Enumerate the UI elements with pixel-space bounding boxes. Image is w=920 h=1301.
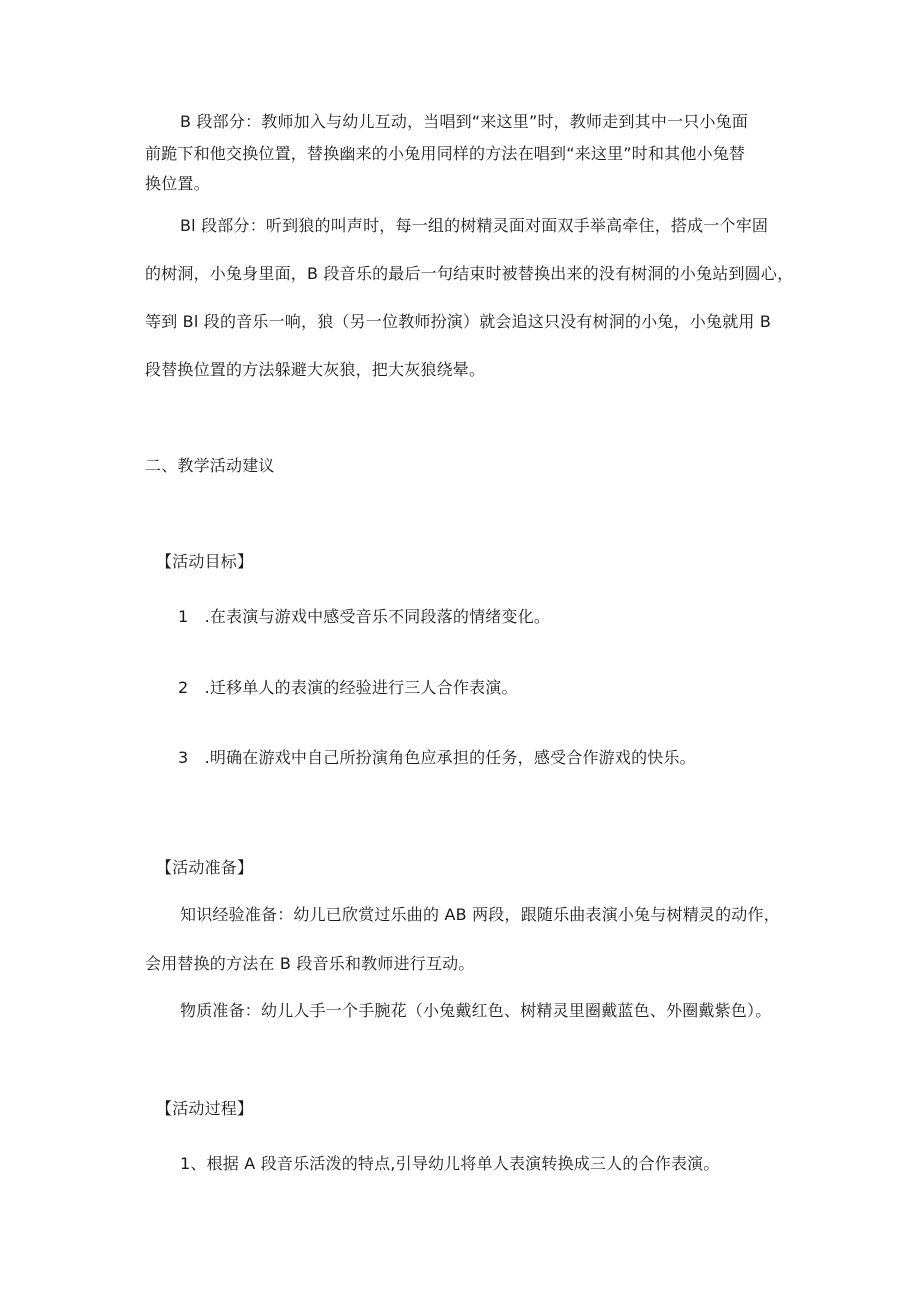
- preparation-heading: 【活动准备】: [156, 858, 254, 877]
- section-b1-line-1: Bl 段部分：听到狼的叫声时，每一组的树精灵面对面双手举高牵住，搭成一个牢固: [180, 216, 769, 235]
- goal-item-2: 2 .迁移单人的表演的经验进行三人合作表演。: [178, 678, 518, 697]
- section-heading-two: 二、教学活动建议: [145, 456, 275, 475]
- section-b-line-2: 前跪下和他交换位置，替换幽来的小兔用同样的方法在唱到“来这里”时和其他小兔替: [145, 144, 746, 163]
- process-heading: 【活动过程】: [156, 1099, 254, 1118]
- material-prep: 物质准备：幼儿人手一个手腕花（小兔戴红色、树精灵里圈戴蓝色、外圈戴紫色）。: [180, 1001, 772, 1020]
- knowledge-prep-line-2: 会用替换的方法在 B 段音乐和教师进行互动。: [145, 954, 475, 973]
- section-b1-line-4: 段替换位置的方法躲避大灰狼，把大灰狼绕晕。: [145, 360, 486, 379]
- knowledge-prep-line-1: 知识经验准备：幼儿已欣赏过乐曲的 AB 两段，跟随乐曲表演小兔与树精灵的动作，: [180, 905, 780, 924]
- goals-heading: 【活动目标】: [156, 552, 254, 571]
- goal-item-3: 3 .明确在游戏中自己所扮演角色应承担的任务，感受合作游戏的快乐。: [178, 748, 696, 767]
- section-b1-line-2: 的树洞，小兔身里面，B 段音乐的最后一句结束时被替换出来的没有树洞的小兔站到圆心，: [145, 264, 794, 283]
- goal-item-1: 1 .在表演与游戏中感受音乐不同段落的情绪变化。: [178, 607, 551, 626]
- section-b-line-3: 换位置。: [145, 174, 210, 193]
- process-step-1: 1、根据 A 段音乐活泼的特点,引导幼儿将单人表演转换成三人的合作表演。: [180, 1154, 720, 1173]
- section-b-line-1: B 段部分：教师加入与幼儿互动，当唱到“来这里”时，教师走到其中一只小兔面: [180, 112, 749, 131]
- section-b1-line-3: 等到 Bl 段的音乐一响，狼（另一位教师扮演）就会追这只没有树洞的小兔，小兔就用 B: [145, 312, 772, 331]
